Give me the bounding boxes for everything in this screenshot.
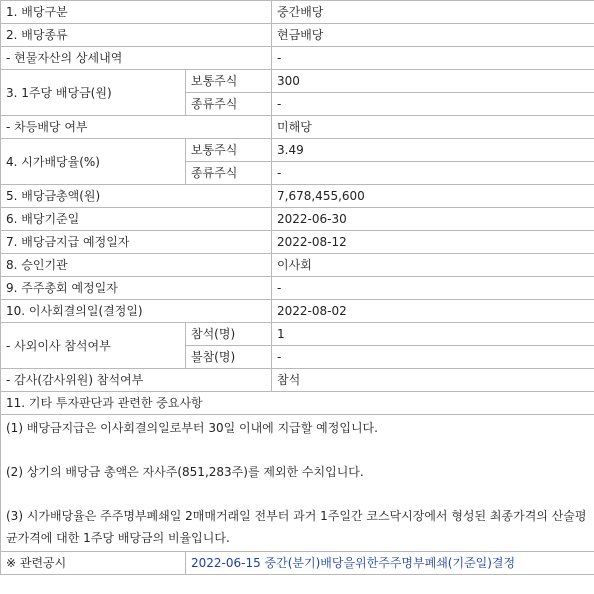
label-yield-class: 종류주식 — [186, 162, 272, 185]
label-outside-directors: - 사외이사 참석여부 — [1, 323, 186, 369]
value-yield-class: - — [272, 162, 594, 185]
row-dividend-type — [1, 1, 594, 24]
label-differential-dividend: - 차등배당 여부 — [1, 116, 272, 139]
label-dps-common: 보통주식 — [186, 70, 272, 93]
value-differential-dividend: 미해당 — [272, 116, 594, 139]
label-directors-present: 참석(명) — [186, 323, 272, 346]
row-other-matters-body — [1, 415, 594, 552]
label-related-disclosure: ※ 관련공시 — [1, 552, 186, 575]
value-board-resolution: 2022-08-02 — [272, 300, 594, 323]
note-3: (3) 시가배당율은 주주명부폐쇄일 2매매거래일 전부터 과거 1주일간 코스닥시장에서 형성된 최종가격의 산술평균가격에 대한 1주당 배당금의 비율입니다. — [6, 509, 587, 545]
value-dividend-kind: 현금배당 — [272, 24, 594, 47]
value-payment-date: 2022-08-12 — [272, 231, 594, 254]
label-directors-absent: 불참(명) — [186, 346, 272, 369]
other-matters-notes — [1, 415, 594, 552]
label-board-resolution: 10. 이사회결의일(결정일) — [1, 300, 272, 323]
label-dividend-per-share: 3. 1주당 배당금(원) — [1, 70, 186, 116]
row-in-kind-details — [1, 47, 594, 70]
value-dividend-type: 중간배당 — [272, 1, 594, 24]
row-approval-body — [1, 254, 594, 277]
label-in-kind-details: - 현물자산의 상세내역 — [1, 47, 272, 70]
row-dividend-kind — [1, 24, 594, 47]
row-outside-directors-present — [1, 323, 594, 346]
related-disclosure-link[interactable]: 2022-06-15 중간(분기)배당을위한주주명부폐쇄(기준일)결정 — [191, 556, 516, 570]
value-dps-class: - — [272, 93, 594, 116]
row-shareholder-meeting — [1, 277, 594, 300]
row-payment-date — [1, 231, 594, 254]
row-auditor-attendance — [1, 369, 594, 392]
label-dps-class: 종류주식 — [186, 93, 272, 116]
value-approval-body: 이사회 — [272, 254, 594, 277]
related-disclosure-cell — [186, 552, 594, 575]
row-other-matters-header — [1, 392, 594, 415]
value-auditor-attendance: 참석 — [272, 369, 594, 392]
value-directors-present: 1 — [272, 323, 594, 346]
row-total-dividend — [1, 185, 594, 208]
label-record-date: 6. 배당기준일 — [1, 208, 272, 231]
label-dividend-yield: 4. 시가배당율(%) — [1, 139, 186, 185]
value-in-kind-details: - — [272, 47, 594, 70]
row-board-resolution — [1, 300, 594, 323]
value-shareholder-meeting: - — [272, 277, 594, 300]
label-yield-common: 보통주식 — [186, 139, 272, 162]
value-total-dividend: 7,678,455,600 — [272, 185, 594, 208]
row-dps-common — [1, 70, 594, 93]
row-differential-dividend — [1, 116, 594, 139]
label-dividend-type: 1. 배당구분 — [1, 1, 272, 24]
value-dps-common: 300 — [272, 70, 594, 93]
note-2: (2) 상기의 배당금 총액은 자사주(851,283주)를 제외한 수치입니다. — [6, 465, 364, 479]
row-related-disclosure — [1, 552, 594, 575]
label-total-dividend: 5. 배당금총액(원) — [1, 185, 272, 208]
label-dividend-kind: 2. 배당종류 — [1, 24, 272, 47]
value-record-date: 2022-06-30 — [272, 208, 594, 231]
value-directors-absent: - — [272, 346, 594, 369]
row-record-date — [1, 208, 594, 231]
label-payment-date: 7. 배당금지급 예정일자 — [1, 231, 272, 254]
label-auditor-attendance: - 감사(감사위원) 참석여부 — [1, 369, 272, 392]
label-shareholder-meeting: 9. 주주총회 예정일자 — [1, 277, 272, 300]
row-yield-common — [1, 139, 594, 162]
label-approval-body: 8. 승인기관 — [1, 254, 272, 277]
label-other-matters: 11. 기타 투자판단과 관련한 중요사항 — [1, 392, 594, 415]
value-yield-common: 3.49 — [272, 139, 594, 162]
note-1: (1) 배당금지급은 이사회결의일로부터 30일 이내에 지급할 예정입니다. — [6, 421, 378, 435]
